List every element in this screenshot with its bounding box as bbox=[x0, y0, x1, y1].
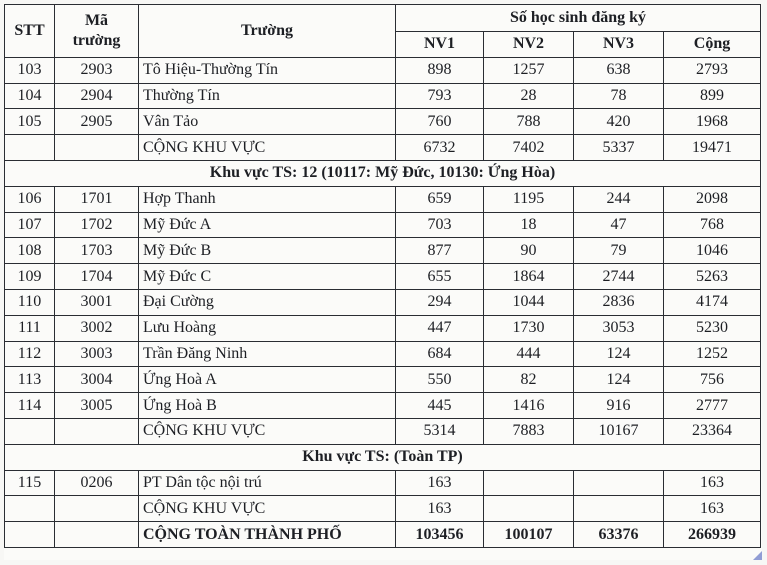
cell-stt: 106 bbox=[5, 186, 55, 212]
table-row bbox=[5, 470, 761, 496]
cell-truong: CỘNG KHU VỰC bbox=[139, 135, 396, 161]
cell-stt bbox=[5, 135, 55, 161]
cell-nv1: 294 bbox=[396, 289, 484, 315]
table-row bbox=[5, 212, 761, 238]
cell-ma-truong bbox=[55, 522, 139, 548]
header-nv2: NV2 bbox=[484, 32, 574, 58]
cell-stt bbox=[5, 418, 55, 444]
cell-stt: 105 bbox=[5, 109, 55, 135]
cell-ma-truong: 2903 bbox=[55, 57, 139, 83]
cell-stt: 104 bbox=[5, 83, 55, 109]
cell-nv2: 788 bbox=[484, 109, 574, 135]
cell-cong: 2793 bbox=[664, 57, 761, 83]
cell-nv1: 103456 bbox=[396, 522, 484, 548]
cell-cong: 5230 bbox=[664, 315, 761, 341]
cell-truong: Ứng Hoà A bbox=[139, 367, 396, 393]
page-corner-mark bbox=[753, 551, 762, 560]
cell-truong: Đại Cường bbox=[139, 289, 396, 315]
cell-cong: 1968 bbox=[664, 109, 761, 135]
table-row bbox=[5, 83, 761, 109]
cell-nv3 bbox=[574, 470, 664, 496]
header-row-1 bbox=[5, 5, 761, 32]
cell-nv1: 898 bbox=[396, 57, 484, 83]
cell-ma-truong bbox=[55, 135, 139, 161]
cell-stt: 113 bbox=[5, 367, 55, 393]
cell-truong: CỘNG KHU VỰC bbox=[139, 418, 396, 444]
cell-nv1: 163 bbox=[396, 496, 484, 522]
cell-truong: Mỹ Đức C bbox=[139, 264, 396, 290]
cell-stt: 107 bbox=[5, 212, 55, 238]
cell-nv2: 1730 bbox=[484, 315, 574, 341]
cell-cong: 19471 bbox=[664, 135, 761, 161]
cell-ma-truong: 3001 bbox=[55, 289, 139, 315]
cell-cong: 163 bbox=[664, 470, 761, 496]
cell-ma-truong: 3004 bbox=[55, 367, 139, 393]
cell-nv3: 2744 bbox=[574, 264, 664, 290]
header-stt: STT bbox=[5, 5, 55, 58]
header-cong: Cộng bbox=[664, 32, 761, 58]
header-ma-truong bbox=[55, 5, 139, 58]
registration-table bbox=[4, 4, 761, 548]
cell-cong: 899 bbox=[664, 83, 761, 109]
cell-ma-truong: 1701 bbox=[55, 186, 139, 212]
cell-stt: 111 bbox=[5, 315, 55, 341]
cell-nv1: 877 bbox=[396, 238, 484, 264]
header-so-hoc-sinh: Số học sinh đăng ký bbox=[396, 5, 761, 32]
cell-nv1: 447 bbox=[396, 315, 484, 341]
cell-nv3: 47 bbox=[574, 212, 664, 238]
header-nv1: NV1 bbox=[396, 32, 484, 58]
document-page bbox=[4, 4, 762, 560]
cell-nv3: 638 bbox=[574, 57, 664, 83]
cell-nv3: 124 bbox=[574, 341, 664, 367]
cell-cong: 163 bbox=[664, 496, 761, 522]
cell-nv3: 79 bbox=[574, 238, 664, 264]
table-row bbox=[5, 109, 761, 135]
cell-nv2: 18 bbox=[484, 212, 574, 238]
cell-nv3: 5337 bbox=[574, 135, 664, 161]
cell-nv1: 655 bbox=[396, 264, 484, 290]
cell-ma-truong: 1703 bbox=[55, 238, 139, 264]
cell-cong: 768 bbox=[664, 212, 761, 238]
cell-nv2: 1257 bbox=[484, 57, 574, 83]
table-row bbox=[5, 315, 761, 341]
cell-nv1: 760 bbox=[396, 109, 484, 135]
region-header-row bbox=[5, 444, 761, 470]
cell-stt bbox=[5, 496, 55, 522]
cell-stt bbox=[5, 522, 55, 548]
region-label: Khu vực TS: 12 (10117: Mỹ Đức, 10130: Ứng Hòa) bbox=[5, 160, 761, 186]
cell-truong: Tô Hiệu-Thường Tín bbox=[139, 57, 396, 83]
cell-nv2: 90 bbox=[484, 238, 574, 264]
table-row bbox=[5, 57, 761, 83]
cell-nv3: 3053 bbox=[574, 315, 664, 341]
table-body bbox=[5, 57, 761, 547]
cell-nv3 bbox=[574, 496, 664, 522]
cell-cong: 4174 bbox=[664, 289, 761, 315]
cell-nv3: 63376 bbox=[574, 522, 664, 548]
cell-nv3: 10167 bbox=[574, 418, 664, 444]
cell-cong: 1046 bbox=[664, 238, 761, 264]
cell-truong: PT Dân tộc nội trú bbox=[139, 470, 396, 496]
cell-cong: 2777 bbox=[664, 393, 761, 419]
cell-nv1: 659 bbox=[396, 186, 484, 212]
cell-nv1: 793 bbox=[396, 83, 484, 109]
cell-cong: 1252 bbox=[664, 341, 761, 367]
cell-cong: 2098 bbox=[664, 186, 761, 212]
cell-ma-truong bbox=[55, 496, 139, 522]
cell-ma-truong bbox=[55, 418, 139, 444]
cell-ma-truong: 2905 bbox=[55, 109, 139, 135]
cell-nv2 bbox=[484, 470, 574, 496]
cell-nv3: 78 bbox=[574, 83, 664, 109]
table-row bbox=[5, 238, 761, 264]
cell-nv3: 124 bbox=[574, 367, 664, 393]
cell-ma-truong: 1702 bbox=[55, 212, 139, 238]
table-row bbox=[5, 186, 761, 212]
cell-ma-truong: 3002 bbox=[55, 315, 139, 341]
cell-cong: 23364 bbox=[664, 418, 761, 444]
subtotal-row bbox=[5, 135, 761, 161]
table-row bbox=[5, 367, 761, 393]
cell-nv2: 7883 bbox=[484, 418, 574, 444]
cell-nv2: 7402 bbox=[484, 135, 574, 161]
cell-stt: 114 bbox=[5, 393, 55, 419]
cell-nv3: 2836 bbox=[574, 289, 664, 315]
region-label: Khu vực TS: (Toàn TP) bbox=[5, 444, 761, 470]
cell-stt: 108 bbox=[5, 238, 55, 264]
cell-nv3: 244 bbox=[574, 186, 664, 212]
cell-truong: Ứng Hoà B bbox=[139, 393, 396, 419]
cell-nv2: 1044 bbox=[484, 289, 574, 315]
cell-nv2: 1416 bbox=[484, 393, 574, 419]
cell-stt: 103 bbox=[5, 57, 55, 83]
cell-stt: 109 bbox=[5, 264, 55, 290]
cell-cong: 756 bbox=[664, 367, 761, 393]
cell-nv2: 1195 bbox=[484, 186, 574, 212]
cell-truong: CỘNG TOÀN THÀNH PHỐ bbox=[139, 522, 396, 548]
cell-nv1: 445 bbox=[396, 393, 484, 419]
cell-stt: 110 bbox=[5, 289, 55, 315]
cell-nv1: 684 bbox=[396, 341, 484, 367]
header-ma-truong-line2: trường bbox=[72, 31, 121, 49]
cell-ma-truong: 0206 bbox=[55, 470, 139, 496]
cell-truong: CỘNG KHU VỰC bbox=[139, 496, 396, 522]
cell-ma-truong: 3005 bbox=[55, 393, 139, 419]
cell-nv2: 1864 bbox=[484, 264, 574, 290]
table-row bbox=[5, 341, 761, 367]
subtotal-row bbox=[5, 418, 761, 444]
header-ma-truong-line1: Mã bbox=[84, 11, 109, 29]
cell-truong: Mỹ Đức A bbox=[139, 212, 396, 238]
cell-ma-truong: 1704 bbox=[55, 264, 139, 290]
cell-nv1: 6732 bbox=[396, 135, 484, 161]
cell-cong: 5263 bbox=[664, 264, 761, 290]
subtotal-row bbox=[5, 496, 761, 522]
cell-stt: 112 bbox=[5, 341, 55, 367]
cell-nv2: 28 bbox=[484, 83, 574, 109]
cell-truong: Hợp Thanh bbox=[139, 186, 396, 212]
cell-nv2: 444 bbox=[484, 341, 574, 367]
cell-ma-truong: 2904 bbox=[55, 83, 139, 109]
cell-nv2: 100107 bbox=[484, 522, 574, 548]
cell-nv3: 916 bbox=[574, 393, 664, 419]
region-header-row bbox=[5, 160, 761, 186]
header-nv3: NV3 bbox=[574, 32, 664, 58]
cell-truong: Trần Đăng Ninh bbox=[139, 341, 396, 367]
header-truong: Trường bbox=[139, 5, 396, 58]
table-row bbox=[5, 393, 761, 419]
cell-truong: Mỹ Đức B bbox=[139, 238, 396, 264]
cell-nv1: 550 bbox=[396, 367, 484, 393]
cell-stt: 115 bbox=[5, 470, 55, 496]
cell-truong: Vân Tảo bbox=[139, 109, 396, 135]
cell-nv2: 82 bbox=[484, 367, 574, 393]
cell-nv1: 5314 bbox=[396, 418, 484, 444]
table-row bbox=[5, 289, 761, 315]
grand-total-row bbox=[5, 522, 761, 548]
cell-truong: Lưu Hoàng bbox=[139, 315, 396, 341]
cell-cong: 266939 bbox=[664, 522, 761, 548]
cell-ma-truong: 3003 bbox=[55, 341, 139, 367]
cell-nv3: 420 bbox=[574, 109, 664, 135]
cell-nv1: 703 bbox=[396, 212, 484, 238]
cell-nv2 bbox=[484, 496, 574, 522]
cell-truong: Thường Tín bbox=[139, 83, 396, 109]
cell-nv1: 163 bbox=[396, 470, 484, 496]
table-row bbox=[5, 264, 761, 290]
